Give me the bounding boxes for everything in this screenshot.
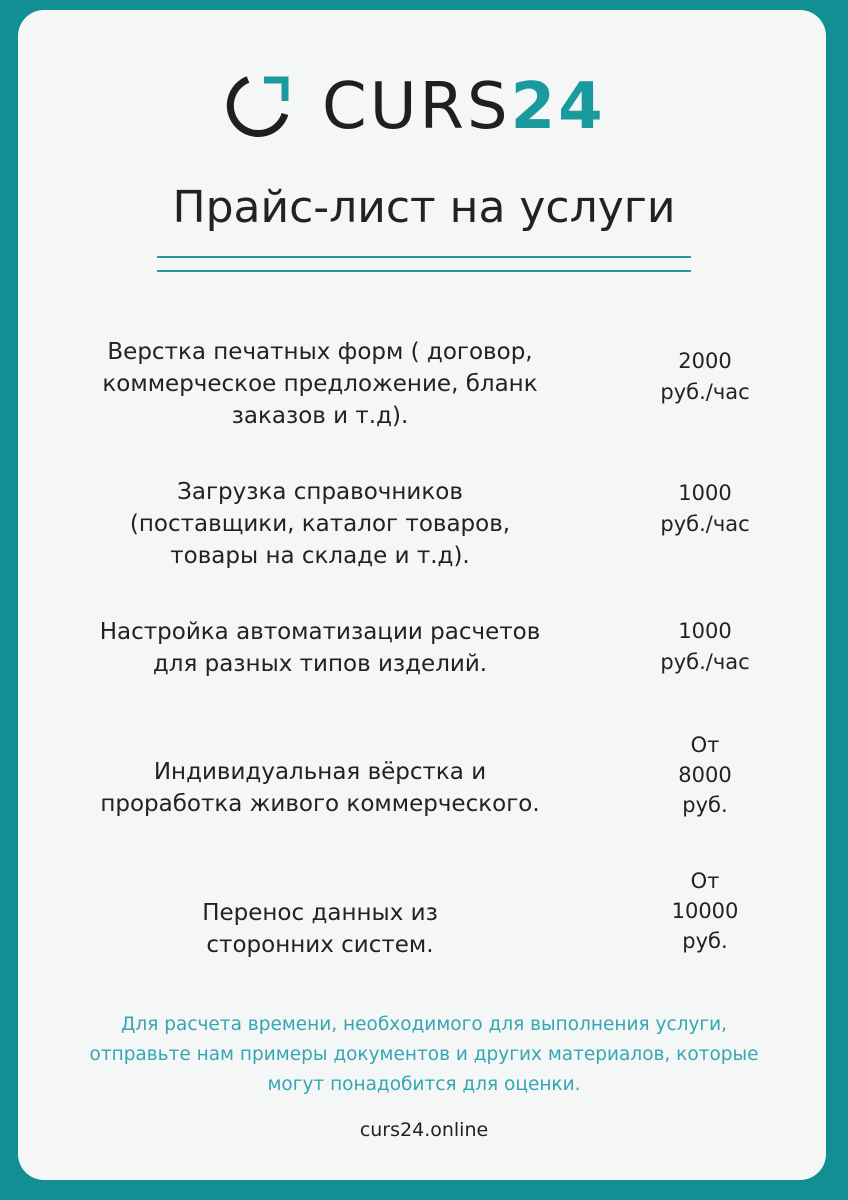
brand-wordmark (322, 72, 606, 142)
brand-logo (226, 72, 606, 142)
page-title: Прайс-лист на услуги (172, 182, 676, 233)
price-amount: 10000 (671, 899, 739, 923)
price-prefix: От (690, 733, 720, 757)
service-line: Настройка автоматизации расчетов (99, 619, 541, 645)
brand-wordmark-number: 24 (510, 70, 606, 144)
service-line: Загрузка справочников (177, 479, 463, 505)
service-description-1 (90, 336, 550, 432)
service-line: Верстка печатных форм ( договор, (107, 339, 533, 365)
service-price-4 (620, 730, 790, 820)
service-line: (поставщики, каталог товаров, (129, 511, 511, 537)
service-description-2 (90, 476, 550, 572)
service-line: Перенос данных из (202, 900, 438, 926)
price-unit: руб./час (660, 380, 750, 404)
price-unit: руб. (682, 929, 728, 953)
service-line: товары на складе и т.д). (170, 543, 470, 569)
note-line: Для расчета времени, необходимого для выполнения услуги, (120, 1014, 728, 1035)
service-line: для разных типов изделий. (152, 651, 488, 677)
service-price-1 (620, 346, 790, 408)
price-unit: руб./час (660, 650, 750, 674)
price-amount: 1000 (678, 481, 732, 505)
service-price-3 (620, 616, 790, 678)
logo-ring-icon (226, 75, 290, 139)
brand-wordmark-letters: CURS (322, 70, 511, 144)
service-description-4 (90, 756, 550, 820)
service-description-5 (90, 897, 550, 961)
price-amount: 8000 (678, 763, 732, 787)
price-unit: руб./час (660, 512, 750, 536)
service-line: заказов и т.д). (231, 403, 409, 429)
service-description-3 (90, 616, 550, 680)
price-unit: руб. (682, 793, 728, 817)
estimate-note (70, 1010, 778, 1100)
note-line: могут понадобится для оценки. (267, 1074, 581, 1095)
price-prefix: От (690, 869, 720, 893)
service-line: коммерческое предложение, бланк (102, 371, 538, 397)
price-amount: 1000 (678, 619, 732, 643)
service-line: Индивидуальная вёрстка и (153, 759, 487, 785)
service-price-5 (620, 866, 790, 956)
title-divider-top (157, 256, 691, 258)
service-line: проработка живого коммерческого. (100, 791, 540, 817)
service-price-2 (620, 478, 790, 540)
service-line: сторонних систем. (206, 932, 434, 958)
title-divider-bottom (157, 270, 691, 272)
website-link[interactable]: curs24.online (359, 1119, 489, 1141)
price-amount: 2000 (678, 349, 732, 373)
note-line: отправьте нам примеры документов и других материалов, которые (89, 1044, 759, 1065)
